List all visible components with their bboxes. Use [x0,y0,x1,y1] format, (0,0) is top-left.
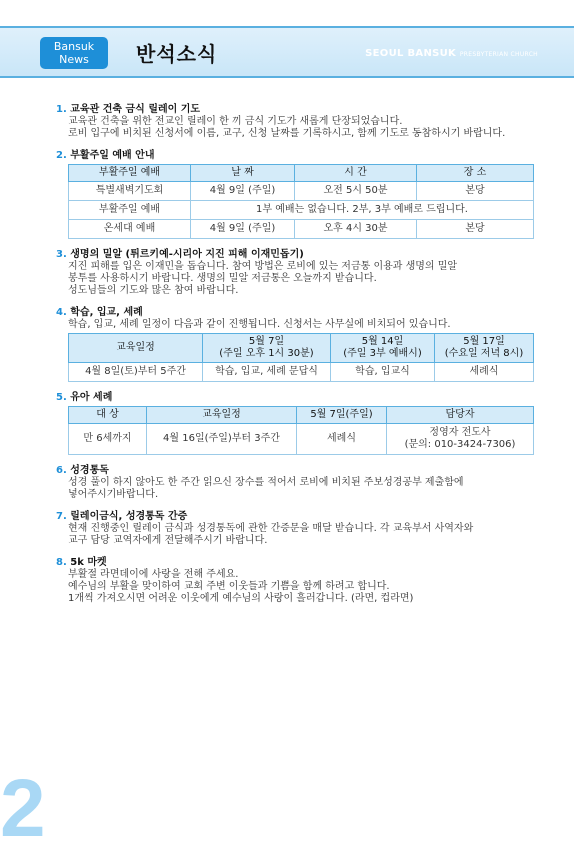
body-line: 학습, 입교, 세례 일정이 다음과 같이 진행됩니다. 신청서는 사무실에 비치되어 있습니다. [68,319,451,330]
contact-name: 정영자 전도사 [429,427,491,438]
section-number: 5. [56,392,67,403]
table-cell: 부활주일 예배 [69,201,191,220]
table-row [69,182,534,201]
section-title [56,150,536,162]
table-header: 5월 17일 (수요일 저녁 8시) [435,334,534,363]
section-8 [56,557,536,605]
section-title [56,249,536,261]
table-cell: 만 6세까지 [69,424,147,455]
section-title-text: 릴레이금식, 성경통독 간증 [70,511,188,522]
body-line: 성경 풀이 하지 않아도 한 주간 읽으신 장수를 적어서 로비에 비치된 주보성경공부 제출함에 [68,477,464,488]
table-cell: 오후 4시 30분 [295,220,417,239]
section-body [56,477,536,501]
table-header: 5월 14일 (주일 3부 예배시) [331,334,435,363]
table-cell: 오전 5시 50분 [295,182,417,201]
contact-phone: (문의: 010-3424-7306) [404,439,516,450]
section-number: 7. [56,511,67,522]
table-cell: 4월 16일(주일)부터 3주간 [147,424,297,455]
section-5 [56,392,536,455]
section-3 [56,249,536,297]
table-header: 5월 7일 (주일 오후 1시 30분) [203,334,331,363]
page-number: 2 [0,763,46,854]
easter-service-table [68,164,534,239]
section-4 [56,307,536,382]
section-body [56,319,536,331]
catechism-table [68,333,534,382]
table-row [69,363,534,382]
table-cell: 온세대 예배 [69,220,191,239]
section-7 [56,511,536,547]
table-header-row [69,334,534,363]
section-number: 2. [56,150,67,161]
table-cell: 학습, 입교, 세례 문답식 [203,363,331,382]
badge-line2: News [59,53,89,66]
table-header: 교육일정 [69,334,203,363]
badge-line1: Bansuk [53,40,95,53]
table-header: 5월 7일(주일) [297,407,387,424]
table-header: 장 소 [417,165,534,182]
table-cell: 세례식 [297,424,387,455]
section-title [56,307,536,319]
body-line: 교육관 건축을 위한 전교인 릴레이 한 끼 금식 기도가 새롭게 단장되었습니다. [68,116,403,127]
table-cell [387,424,534,455]
section-number: 8. [56,557,67,568]
body-line: 부활절 라면데이에 사랑을 전해 주세요. [68,569,239,580]
table-cell: 학습, 입교식 [331,363,435,382]
section-title-text: 5k 마켓 [70,557,107,568]
body-line: 지진 피해를 입은 이재민을 돕습니다. 참여 방법은 로비에 있는 저금통 이용과 생명의 밀알 [68,261,458,272]
body-line: 성도님들의 기도와 많은 참여 바랍니다. [68,285,239,296]
section-title-text: 생명의 밀알 (튀르키예-시리아 지진 피해 이재민돕기) [70,249,304,260]
table-header: 부활주일 예배 [69,165,191,182]
section-number: 4. [56,307,67,318]
section-title [56,557,536,569]
body-line: 넣어주시기바랍니다. [68,489,159,500]
table-header-row [69,165,534,182]
table-header: 날 짜 [191,165,295,182]
section-title-text: 유아 세례 [70,392,113,403]
table-row [69,220,534,239]
table-cell: 4월 8일(토)부터 5주간 [69,363,203,382]
table-row [69,201,534,220]
body-line: 현재 진행중인 릴레이 금식과 성경통독에 관한 간증문을 매달 받습니다. 각 교육부서 사역자와 [68,523,474,534]
section-body [56,569,536,605]
section-number: 6. [56,465,67,476]
news-content [56,104,536,615]
section-title-text: 교육관 건축 금식 릴레이 기도 [70,104,201,115]
table-header: 교육일정 [147,407,297,424]
section-body [56,261,536,297]
table-cell: 특별새벽기도회 [69,182,191,201]
table-cell: 4월 9일 (주일) [191,182,295,201]
table-header-row [69,407,534,424]
church-name [365,48,538,59]
section-number: 1. [56,104,67,115]
table-row [69,424,534,455]
body-line: 예수님의 부활을 맞이하여 교회 주변 이웃들과 기쁨을 함께 하려고 합니다. [68,581,390,592]
section-title [56,465,536,477]
section-6 [56,465,536,501]
bansuk-news-badge [40,37,108,69]
body-line: 로비 입구에 비치된 신청서에 이름, 교구, 신청 날짜를 기록하시고, 함께 기도로 동참하시기 바랍니다. [68,128,506,139]
table-cell: 1부 예배는 없습니다. 2부, 3부 예배로 드립니다. [191,201,534,220]
body-line: 봉투를 사용하시기 바랍니다. 생명의 밀알 저금통은 오늘까지 받습니다. [68,273,377,284]
table-header: 시 간 [295,165,417,182]
section-number: 3. [56,249,67,260]
section-title-text: 학습, 입교, 세례 [70,307,143,318]
section-1 [56,104,536,140]
table-cell: 본당 [417,220,534,239]
section-title-text: 성경통독 [70,465,109,476]
section-title [56,511,536,523]
body-line: 교구 담당 교역자에게 전달해주시기 바랍니다. [68,535,268,546]
section-body [56,116,536,140]
table-cell: 4월 9일 (주일) [191,220,295,239]
church-name-sub: PRESBYTERIAN CHURCH [459,51,538,58]
table-header: 대 상 [69,407,147,424]
section-title [56,392,536,404]
section-title [56,104,536,116]
body-line: 1개씩 가져오시면 어려운 이웃에게 예수님의 사랑이 흘러갑니다. (라면, 컵라면) [68,593,414,604]
table-cell: 본당 [417,182,534,201]
infant-baptism-table [68,406,534,455]
section-2 [56,150,536,239]
church-name-main: SEOUL BANSUK [365,48,457,59]
page-title: 반석소식 [136,42,218,66]
table-header: 담당자 [387,407,534,424]
section-body [56,523,536,547]
section-title-text: 부활주일 예배 안내 [70,150,155,161]
table-cell: 세례식 [435,363,534,382]
